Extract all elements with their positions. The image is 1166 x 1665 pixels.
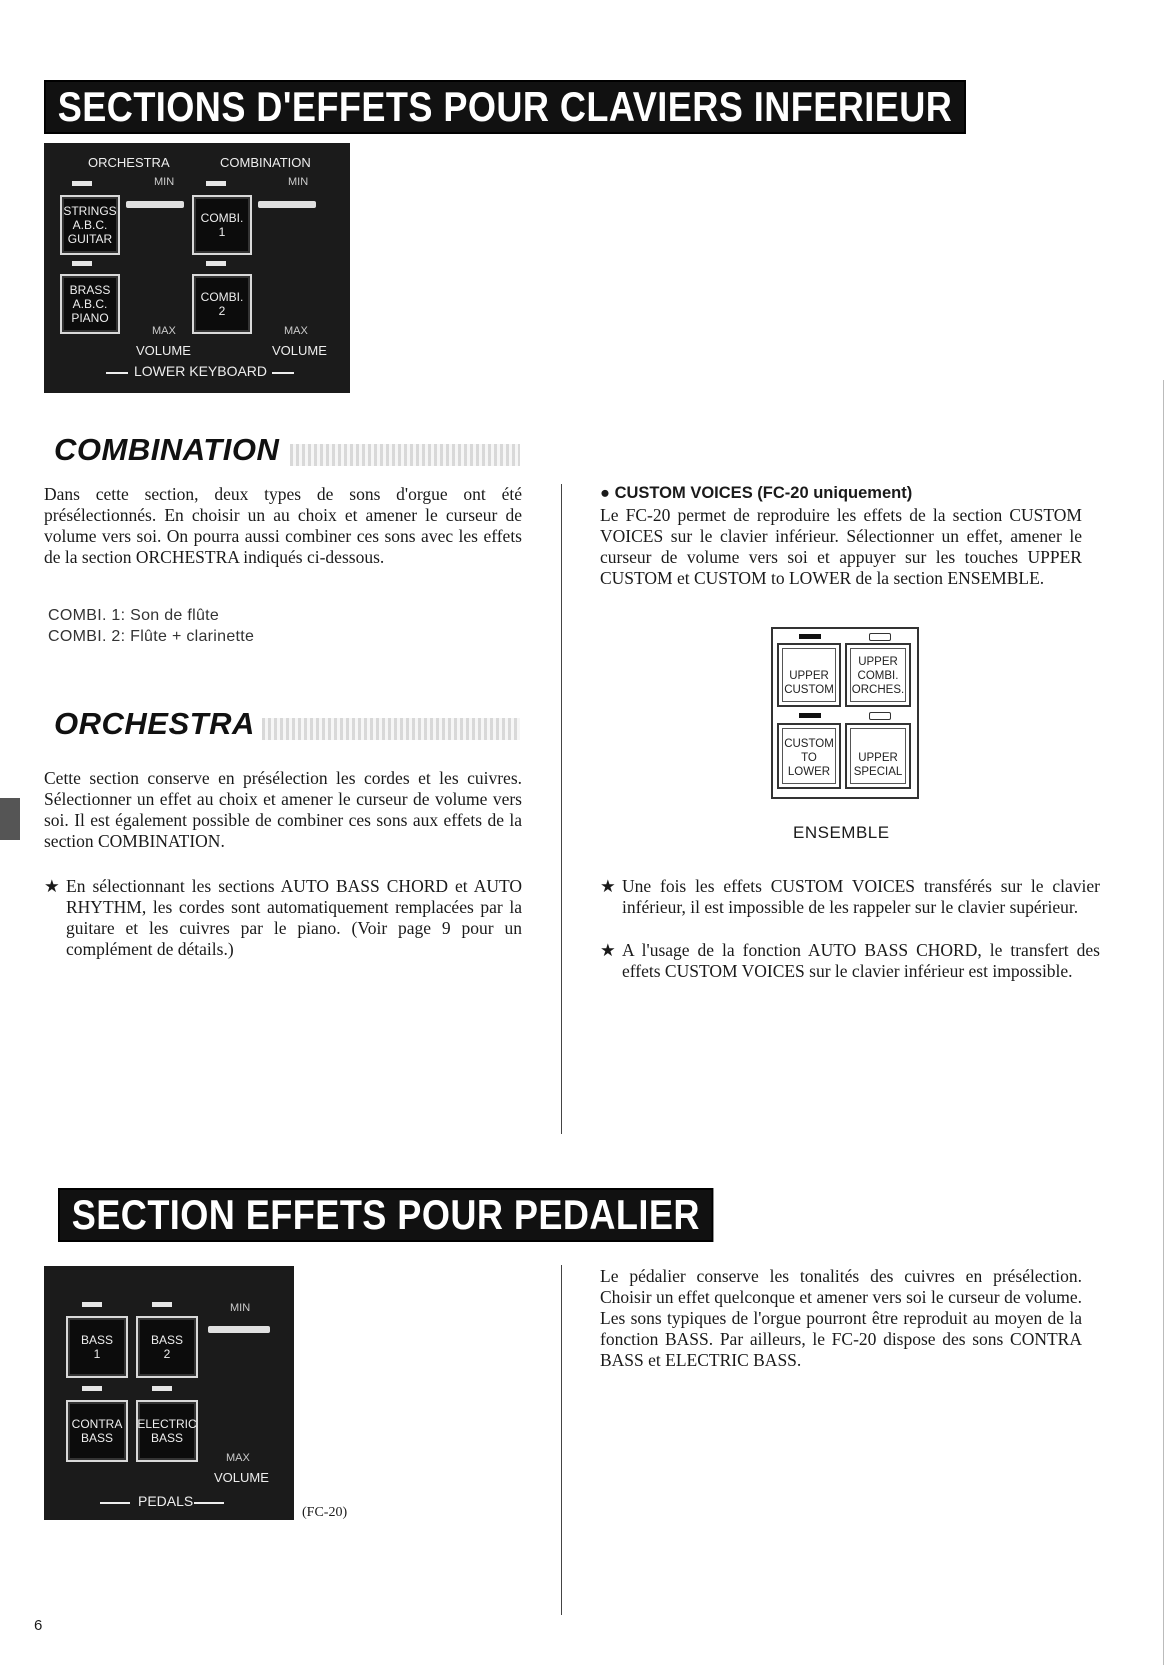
contra-line1: CONTRA xyxy=(71,1417,123,1431)
pedal-panel-caption: (FC-20) xyxy=(302,1505,348,1520)
electric-bass-button[interactable] xyxy=(136,1400,198,1462)
custom-voices-bullet: ● xyxy=(600,484,610,502)
bass1-button[interactable] xyxy=(66,1316,128,1378)
upper-custom-line1: UPPER xyxy=(789,670,829,682)
electric-line2: BASS xyxy=(150,1431,183,1445)
upper-combi-orches-line1: UPPER xyxy=(858,656,898,668)
contra-line2: BASS xyxy=(80,1431,113,1445)
keyboard-rule-right xyxy=(272,372,294,374)
pedal-volume-slider[interactable] xyxy=(208,1326,270,1333)
upper-combi-orches-button[interactable] xyxy=(845,643,911,707)
combination-body: Dans cette section, deux types de sons d'orgue ont été présélectionnés. En choisir un au choix et amener le curseur de volume vers soi. On pourra aussi combiner ces sons avec les effets de la section ORCHESTRA indiqués ci-dessous. xyxy=(44,484,522,567)
pedal-volume-label: VOLUME xyxy=(214,1470,269,1485)
orchestra-label: ORCHESTRA xyxy=(88,155,170,170)
upper-special-button[interactable] xyxy=(845,723,911,789)
combi1-button[interactable] xyxy=(192,195,252,255)
pedal-min-label: MIN xyxy=(230,1302,251,1314)
orchestra-heading-decoration xyxy=(262,718,520,740)
orchestra-volume-slider[interactable] xyxy=(126,201,184,208)
combination-label: COMBINATION xyxy=(220,155,311,170)
orchestra-note xyxy=(44,876,522,960)
strings-btn-line2: A.B.C. xyxy=(72,218,108,232)
upper-special-line1: UPPER xyxy=(858,752,898,764)
combi2-btn-line1: COMBI. xyxy=(200,290,244,304)
orchestra-note-text: En sélectionnant les sections AUTO BASS CHORD et AUTO RHYTHM, les cordes sont automatiquement remplacées par la guitare et les cuivres par le piano. (Voir page 9 pour un complément de détails.) xyxy=(66,876,522,959)
upper-combi-orches-line2: COMBI. xyxy=(857,670,899,682)
pedal-max-label: MAX xyxy=(226,1452,250,1464)
max-left-label: MAX xyxy=(152,325,176,337)
strings-btn-line3: GUITAR xyxy=(67,232,113,246)
volume-left-label: VOLUME xyxy=(136,343,191,358)
electric-led xyxy=(152,1386,172,1391)
ensemble-caption: ENSEMBLE xyxy=(793,823,890,842)
brass-button[interactable] xyxy=(60,274,120,334)
right-edge-rule xyxy=(1163,380,1164,1665)
bass2-line2: 2 xyxy=(163,1347,171,1361)
bass1-led xyxy=(82,1302,102,1307)
orchestra-note-star: ★ xyxy=(44,876,60,896)
orchestra-body: Cette section conserve en présélection les cordes et les cuivres. Sélectionner un effet au choix et amener le curseur de volume vers soi. Il est également possible de combiner ces sons aux effets de la section COMBINATION. xyxy=(44,768,522,851)
strings-btn-line1: STRINGS xyxy=(63,204,117,218)
custom-voices-note-1-star: ★ xyxy=(600,876,616,896)
pedals-label: PEDALS xyxy=(138,1493,194,1509)
upper-special-led xyxy=(869,712,891,720)
bass1-line2: 1 xyxy=(93,1347,101,1361)
lower-keyboard-panel xyxy=(44,143,350,393)
contra-bass-button[interactable] xyxy=(66,1400,128,1462)
upper-special-line2: SPECIAL xyxy=(853,766,903,778)
min-left-label: MIN xyxy=(154,176,175,188)
custom-voices-heading xyxy=(600,484,912,503)
custom-voices-body: Le FC-20 permet de reproduire les effets de la section CUSTOM VOICES sur le clavier inférieur. Sélectionner un effet, amener le curseur de volume vers soi et appuyer sur les touches UPPER CUSTOM et CUSTOM to LOWER de la section ENSEMBLE. xyxy=(600,505,1082,588)
max-right-label: MAX xyxy=(284,325,308,337)
strings-led xyxy=(72,181,92,186)
brass-btn-line1: BRASS xyxy=(69,283,111,297)
custom-to-lower-line1: CUSTOM xyxy=(784,738,834,750)
min-right-label: MIN xyxy=(288,176,309,188)
custom-voices-note-2-text: A l'usage de la fonction AUTO BASS CHORD, le transfert des effets CUSTOM VOICES sur le clavier inférieur est impossible. xyxy=(622,940,1100,981)
strings-button[interactable] xyxy=(60,195,120,255)
combi2-btn-line2: 2 xyxy=(218,304,226,318)
bass2-led xyxy=(152,1302,172,1307)
upper-custom-led xyxy=(799,634,821,639)
combi1-btn-line1: COMBI. xyxy=(200,211,244,225)
custom-voices-note-1-text: Une fois les effets CUSTOM VOICES transférés sur le clavier inférieur, il est impossible de les rappeler sur le clavier supérieur. xyxy=(622,876,1100,917)
orchestra-heading: ORCHESTRA xyxy=(54,706,255,741)
section-banner-lower: SECTIONS D'EFFETS POUR CLAVIERS INFERIEUR xyxy=(44,80,966,134)
page-number: 6 xyxy=(34,1617,43,1634)
custom-to-lower-line2: TO xyxy=(801,752,817,764)
combi1-btn-line2: 1 xyxy=(218,225,226,239)
combination-volume-slider[interactable] xyxy=(258,201,316,208)
combi1-desc: COMBI. 1: Son de flûte xyxy=(48,607,220,624)
combi1-led xyxy=(206,181,226,186)
lower-keyboard-label: LOWER KEYBOARD xyxy=(134,363,268,379)
column-divider-bottom xyxy=(561,1265,562,1615)
margin-tab-marker xyxy=(0,798,20,840)
combi2-button[interactable] xyxy=(192,274,252,334)
section-banner-pedal: SECTION EFFETS POUR PEDALIER xyxy=(58,1188,714,1242)
pedals-rule-right xyxy=(194,1502,224,1504)
combi2-desc: COMBI. 2: Flûte + clarinette xyxy=(48,628,255,645)
bass1-line1: BASS xyxy=(80,1333,113,1347)
custom-voices-note-1 xyxy=(600,876,1100,918)
ensemble-diagram xyxy=(771,627,919,799)
upper-custom-line2: CUSTOM xyxy=(784,684,834,696)
brass-btn-line3: PIANO xyxy=(71,311,109,325)
custom-voices-note-2 xyxy=(600,940,1100,982)
electric-line1: ELECTRIC xyxy=(137,1417,197,1431)
keyboard-rule-left xyxy=(106,372,128,374)
combination-heading-decoration xyxy=(290,444,520,466)
pedals-rule-left xyxy=(100,1502,130,1504)
custom-to-lower-button[interactable] xyxy=(777,723,841,789)
upper-combi-orches-line3: ORCHES. xyxy=(851,684,905,696)
pedal-body: Le pédalier conserve les tonalités des cuivres en présélection. Choisir un effet quelconque et amener vers soi le curseur de volume. Les sons typiques de l'orgue pourront être reproduit au moyen de la fonction BASS. Par ailleurs, le FC-20 dispose des sons CONTRA BASS et ELECTRIC BASS. xyxy=(600,1266,1082,1370)
brass-led xyxy=(72,261,92,266)
column-divider-top xyxy=(561,484,562,1134)
pedal-panel xyxy=(44,1266,294,1520)
bass2-button[interactable] xyxy=(136,1316,198,1378)
upper-combi-orches-led xyxy=(869,633,891,641)
contra-led xyxy=(82,1386,102,1391)
combi2-led xyxy=(206,261,226,266)
custom-to-lower-led xyxy=(799,713,821,718)
brass-btn-line2: A.B.C. xyxy=(72,297,108,311)
volume-right-label: VOLUME xyxy=(272,343,327,358)
custom-voices-note-2-star: ★ xyxy=(600,940,616,960)
bass2-line1: BASS xyxy=(150,1333,183,1347)
combination-heading: COMBINATION xyxy=(54,432,280,467)
custom-voices-title: CUSTOM VOICES (FC-20 uniquement) xyxy=(614,484,913,502)
custom-to-lower-line3: LOWER xyxy=(787,766,831,778)
upper-custom-button[interactable] xyxy=(777,643,841,707)
